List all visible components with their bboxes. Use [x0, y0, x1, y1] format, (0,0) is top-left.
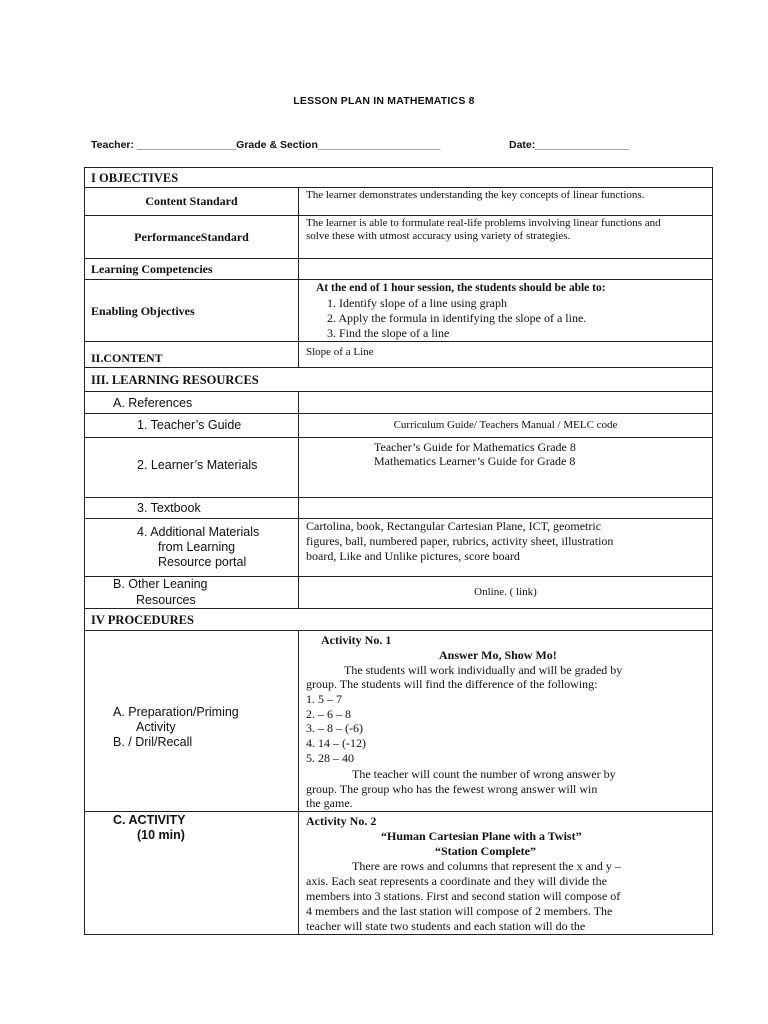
references-row	[85, 392, 712, 414]
difference-item: 5. 28 – 40	[306, 751, 354, 765]
activity-duration: (10 min)	[137, 828, 185, 842]
learning-resources-row	[85, 368, 712, 392]
teachers-guide-text: Curriculum Guide/ Teachers Manual / MELC code	[393, 419, 618, 431]
activity-1-number: Activity No. 1	[321, 633, 392, 647]
lesson-plan-table	[84, 167, 713, 935]
preparation-row	[85, 631, 712, 812]
enabling-objectives-row	[85, 280, 712, 342]
procedures-heading: IV PROCEDURES	[91, 613, 194, 627]
difference-item: 1. 5 – 7	[306, 692, 342, 706]
content-standard-text: The learner demonstrates understanding the key concepts of linear functions.	[306, 189, 645, 201]
activity-2-text: members into 3 stations. First and second station will compose of	[306, 889, 621, 903]
other-resources-row	[85, 577, 712, 609]
activity-2-text: There are rows and columns that represent the x and y –	[352, 859, 621, 873]
additional-materials-text: board, Like and Unlike pictures, score board	[306, 549, 520, 563]
textbook-row	[85, 498, 712, 519]
learning-competencies-label: Learning Competencies	[91, 262, 213, 276]
content-label: II.CONTENT	[91, 351, 163, 365]
difference-item: 4. 14 – (-12)	[306, 736, 366, 750]
additional-materials-text: figures, ball, numbered paper, rubrics, activity sheet, illustration	[306, 534, 614, 548]
other-resources-label: Resources	[136, 593, 196, 607]
activity-2-subtitle: “Station Complete”	[435, 844, 536, 858]
activity-2-number: Activity No. 2	[306, 814, 377, 828]
activity-label: C. ACTIVITY	[113, 813, 186, 827]
content-row	[85, 342, 712, 368]
additional-materials-row	[85, 519, 712, 577]
textbook-label: 3. Textbook	[137, 501, 201, 515]
activity-2-text: 4 members and the last station will compose of 2 members. The	[306, 904, 613, 918]
activity-2-text: teacher will state two students and each station will do the	[306, 919, 586, 933]
learning-competencies-value	[299, 259, 712, 279]
date-line: Date:________________	[509, 139, 629, 151]
activity-row	[85, 812, 712, 935]
performance-standard-row	[85, 216, 712, 259]
additional-materials-text: Cartolina, book, Rectangular Cartesian Plane, ICT, geometric	[306, 519, 602, 533]
learning-resources-heading: III. LEARNING RESOURCES	[91, 373, 259, 387]
document-title: LESSON PLAN IN MATHEMATICS 8	[293, 95, 475, 107]
learning-competencies-row	[85, 259, 712, 280]
objective-item: 3. Find the slope of a line	[327, 326, 450, 340]
enabling-objectives-intro: At the end of 1 hour session, the students should be able to:	[316, 282, 606, 294]
additional-materials-label: from Learning	[158, 540, 236, 554]
teacher-grade-section-line: Teacher: _________________Grade & Section_____________________	[91, 139, 441, 151]
activity-1-outro: group. The group who has the fewest wrong answer will win	[306, 782, 598, 796]
other-resources-label: B. Other Leaning	[113, 577, 208, 591]
learners-materials-row	[85, 438, 712, 498]
activity-2-title: “Human Cartesian Plane with a Twist”	[381, 829, 582, 843]
objective-item: 1. Identify slope of a line using graph	[327, 296, 507, 310]
teachers-guide-label: 1. Teacher’s Guide	[137, 418, 242, 432]
activity-1-outro: the game.	[306, 796, 353, 810]
references-label: A. References	[113, 396, 193, 410]
additional-materials-label: 4. Additional Materials	[137, 525, 260, 539]
teachers-guide-row	[85, 414, 712, 438]
preparation-label: Activity	[136, 720, 176, 734]
drill-recall-label: B. / Dril/Recall	[113, 735, 193, 749]
performance-standard-text: The learner is able to formulate real-life problems involving linear functions and solve these with utmost accuracy using variety of strategies.	[306, 217, 661, 242]
activity-2-text: axis. Each seat represents a coordinate and they will divide the	[306, 874, 607, 888]
content-standard-row	[85, 188, 712, 216]
activity-1-outro: The teacher will count the number of wrong answer by	[352, 767, 616, 781]
learners-materials-line: Teacher’s Guide for Mathematics Grade 8	[374, 440, 576, 454]
other-resources-text: Online. ( link)	[474, 586, 537, 598]
preparation-label: A. Preparation/Priming	[113, 705, 239, 719]
learners-materials-line: Mathematics Learner’s Guide for Grade 8	[374, 454, 576, 468]
objective-item: 2. Apply the formula in identifying the slope of a line.	[327, 311, 587, 325]
difference-item: 2. – 6 – 8	[306, 707, 351, 721]
content-standard-label: Content Standard	[85, 188, 299, 215]
objectives-heading: I OBJECTIVES	[91, 171, 179, 185]
learners-materials-label: 2. Learner’s Materials	[137, 458, 258, 472]
activity-1-text: group. The students will find the difference of the following:	[306, 677, 598, 691]
content-text: Slope of a Line	[306, 346, 374, 358]
activity-1-text: The students will work individually and will be graded by	[344, 663, 623, 677]
additional-materials-label: Resource portal	[158, 555, 247, 569]
procedures-row	[85, 609, 712, 631]
enabling-objectives-label: Enabling Objectives	[91, 304, 195, 318]
objectives-row	[85, 168, 712, 188]
activity-1-title: Answer Mo, Show Mo!	[439, 648, 557, 662]
difference-item: 3. – 8 – (-6)	[306, 721, 363, 735]
performance-standard-label: PerformanceStandard	[85, 216, 299, 258]
